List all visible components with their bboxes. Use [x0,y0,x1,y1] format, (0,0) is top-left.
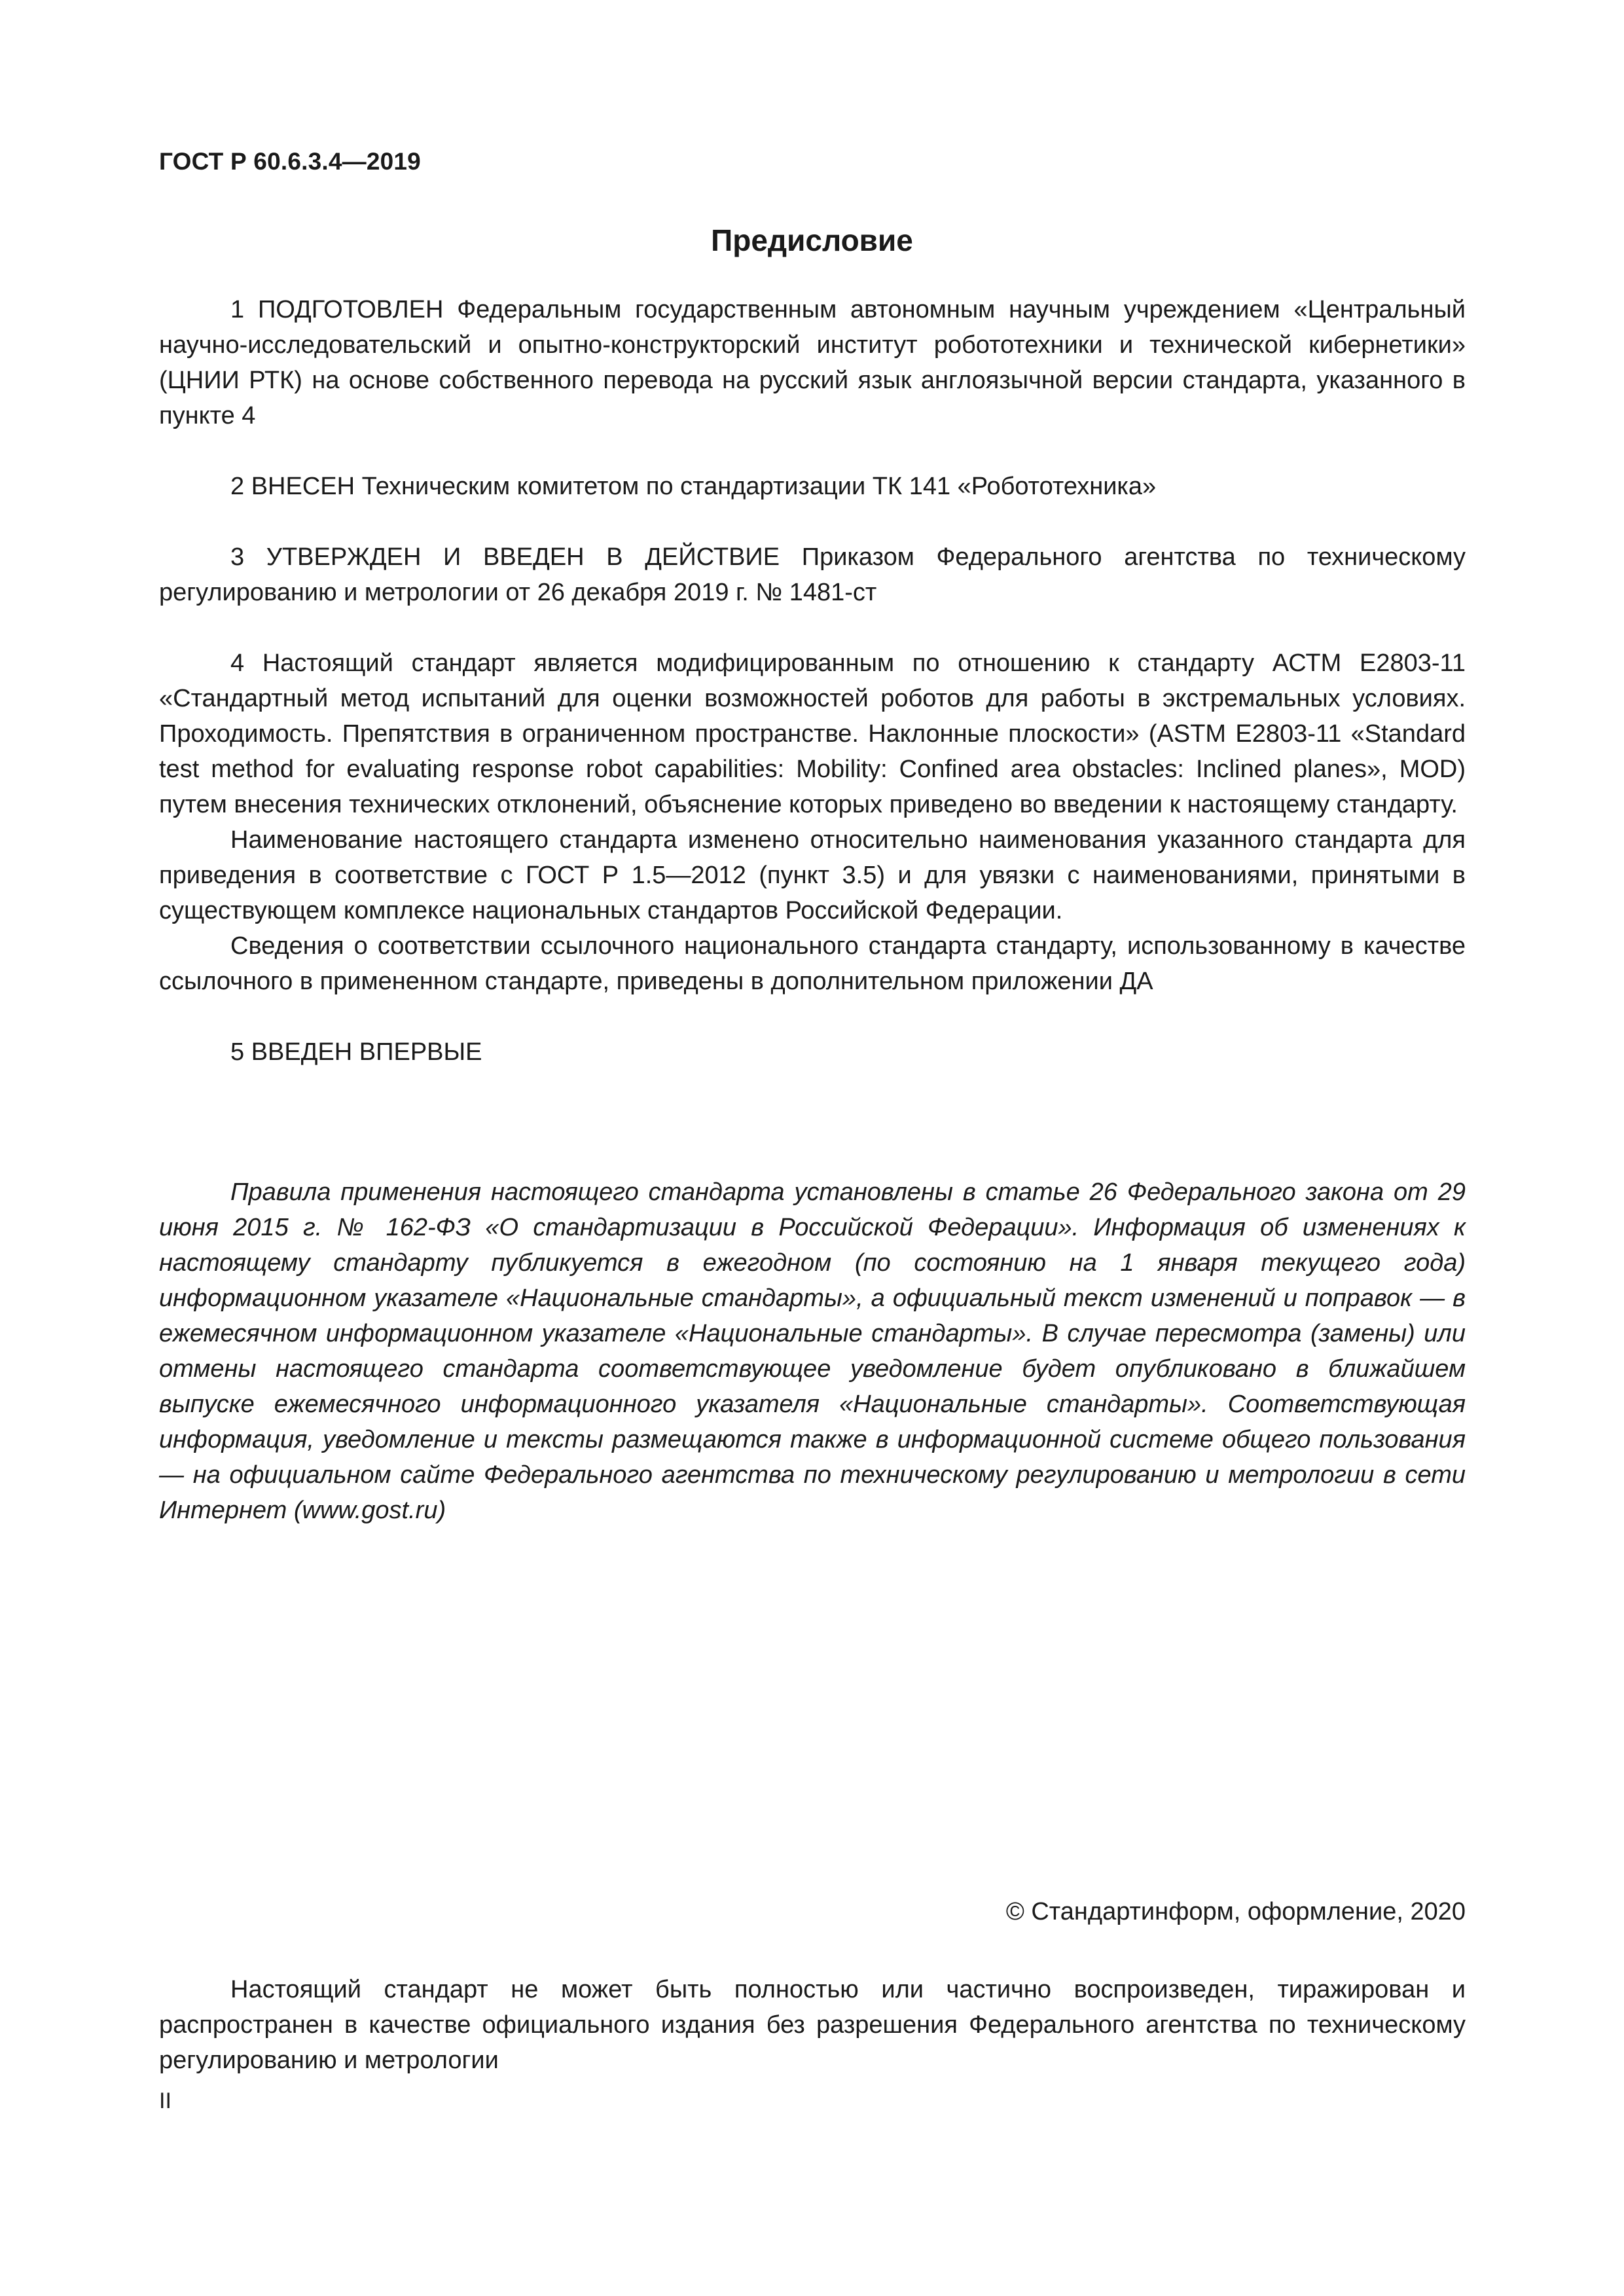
foreword-item-5: 5 ВВЕДЕН ВПЕРВЫЕ [230,1038,482,1066]
foreword-item-4-extra-1: Наименование настоящего стандарта изменено относительно наименования указанного стандарта для приведения в соответствие с ГОСТ Р 1.5—2012 (пункт 3.5) и для увязки с наименованиями, принятыми в существующем комплексе национальных стандартов Российской Федерации. [159,826,1466,924]
foreword-item-4: 4 Настоящий стандарт является модифицированным по отношению к стандарту АСТМ Е2803-11 «Стандартный метод испытаний для оценки возможностей роботов для работы в экстремальных условиях. Проходимость. Препятствия в ограниченном пространстве. Наклонные плоскости» (ASTM E2803-11 «Standard test method for evaluating response robot capabilities: Mobility: Confined area obstacles: Inclined planes», MOD) путем внесения технических отклонений, объяснение которых приведено во введении к настоящему стандарту. [159,649,1466,818]
copyright-line: © Стандартинформ, оформление, 2020 [1005,1898,1466,1925]
page-number: II [159,2088,171,2113]
usage-notice-text: Правила применения настоящего стандарта установлены в статье 26 Федерального закона от 29 июня 2015 г. № 162-ФЗ «О стандартизации в Российской Федерации». Информация об изменениях к настоящему стандарту публикуется в ежегодном (по состоянию на 1 января текущего года) информационном указателе «Национальные стандарты», а официальный текст изменений и поправок — в ежемесячном информационном указателе «Национальные стандарты». В случае пересмотра (замены) или отмены настоящего стандарта соответствующее уведомление будет опубликовано в ближайшем выпуске ежемесячного информационного указателя «Национальные стандарты». Соответствующая информация, уведомление и тексты размещаются также в информационной системе общего пользования — на официальном сайте Федерального агентства по техническому регулированию и метрологии в сети Интернет (www.gost.ru) [159,1178,1466,1524]
foreword-body [159,292,1466,1528]
foreword-item-3: 3 УТВЕРЖДЕН И ВВЕДЕН В ДЕЙСТВИЕ Приказом Федерального агентства по техническому регулированию и метрологии от 26 декабря 2019 г. № 1481-ст [159,543,1466,606]
usage-notice [159,1175,1466,1528]
page-title: Предисловие [711,223,913,257]
foreword-item-1: 1 ПОДГОТОВЛЕН Федеральным государственным автономным научным учреждением «Центральный научно-исследовательский и опытно-конструкторский институт робототехники и технической кибернетики» (ЦНИИ РТК) на основе собственного перевода на русский язык англоязычной версии стандарта, указанного в пункте 4 [159,296,1466,429]
reproduction-notice [159,1972,1466,2078]
foreword-item-4-extra-2: Сведения о соответствии ссылочного национального стандарта стандарту, использованному в качестве ссылочного в примененном стандарте, приведены в дополнительном приложении ДА [159,932,1466,995]
foreword-item-2: 2 ВНЕСЕН Техническим комитетом по стандартизации ТК 141 «Робототехника» [230,473,1157,500]
document-code: ГОСТ Р 60.6.3.4—2019 [159,148,421,175]
reproduction-notice-text: Настоящий стандарт не может быть полностью или частично воспроизведен, тиражирован и распространен в качестве официального издания без разрешения Федерального агентства по техническому регулированию и метрологии [159,1976,1466,2074]
